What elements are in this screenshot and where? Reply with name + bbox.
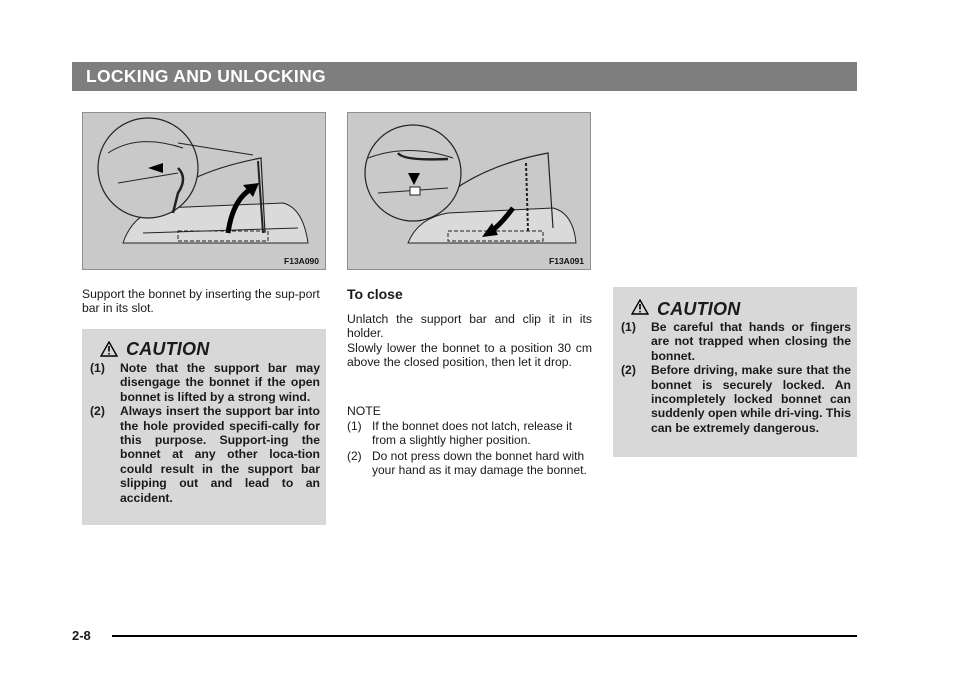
to-close-heading: To close: [347, 286, 403, 302]
bonnet-support-bar-clip-illustration: [348, 113, 591, 270]
note-item: (2) Do not press down the bonnet hard with your hand as it may damage the bonnet.: [347, 449, 587, 477]
bonnet-support-bar-insertion-illustration: [83, 113, 326, 270]
figure-code: F13A090: [284, 256, 319, 266]
footer-rule: [112, 635, 857, 637]
caution-list: [621, 320, 851, 435]
page-number: 2-8: [72, 628, 91, 643]
caution-title: CAUTION: [657, 299, 741, 319]
caution-item: (1) Note that the support bar may disengage the bonnet if the open bonnet is lifted by a strong wind.: [90, 361, 320, 404]
figure-code: F13A091: [549, 256, 584, 266]
caution-box-right: [613, 287, 857, 457]
support-instruction: Support the bonnet by inserting the sup-port bar in its slot.: [82, 287, 320, 315]
figure-support-bar-clip: [347, 112, 591, 270]
caution-title: CAUTION: [126, 339, 210, 359]
close-paragraph-2: Slowly lower the bonnet to a position 30 cm above the closed position, then let it drop.: [347, 341, 592, 369]
caution-list: [90, 361, 320, 505]
figure-support-bar-insert: [82, 112, 326, 270]
caution-item: (1) Be careful that hands or fingers are not trapped when closing the bonnet.: [621, 320, 851, 363]
caution-item: (2) Before driving, make sure that the bonnet is securely locked. An incompletely locked bonnet can suddenly open while dri-ving. This can be extremely dangerous.: [621, 363, 851, 435]
warning-triangle-icon: [100, 341, 118, 357]
note-list: [347, 419, 592, 479]
close-paragraph-1: Unlatch the support bar and clip it in its holder.: [347, 312, 592, 340]
note-item: (1) If the bonnet does not latch, release it from a slightly higher position.: [347, 419, 573, 447]
section-title: LOCKING AND UNLOCKING: [86, 66, 326, 86]
warning-triangle-icon: [631, 299, 649, 315]
section-header-bar: [72, 62, 857, 91]
note-label: NOTE: [347, 404, 381, 418]
caution-item: (2) Always insert the support bar into the hole provided specifi-cally for this purpose. Support-ing the bonnet at any other loca-tion could result in the support bar slipping out and lead to an accident.: [90, 404, 320, 505]
caution-box-left: [82, 329, 326, 525]
